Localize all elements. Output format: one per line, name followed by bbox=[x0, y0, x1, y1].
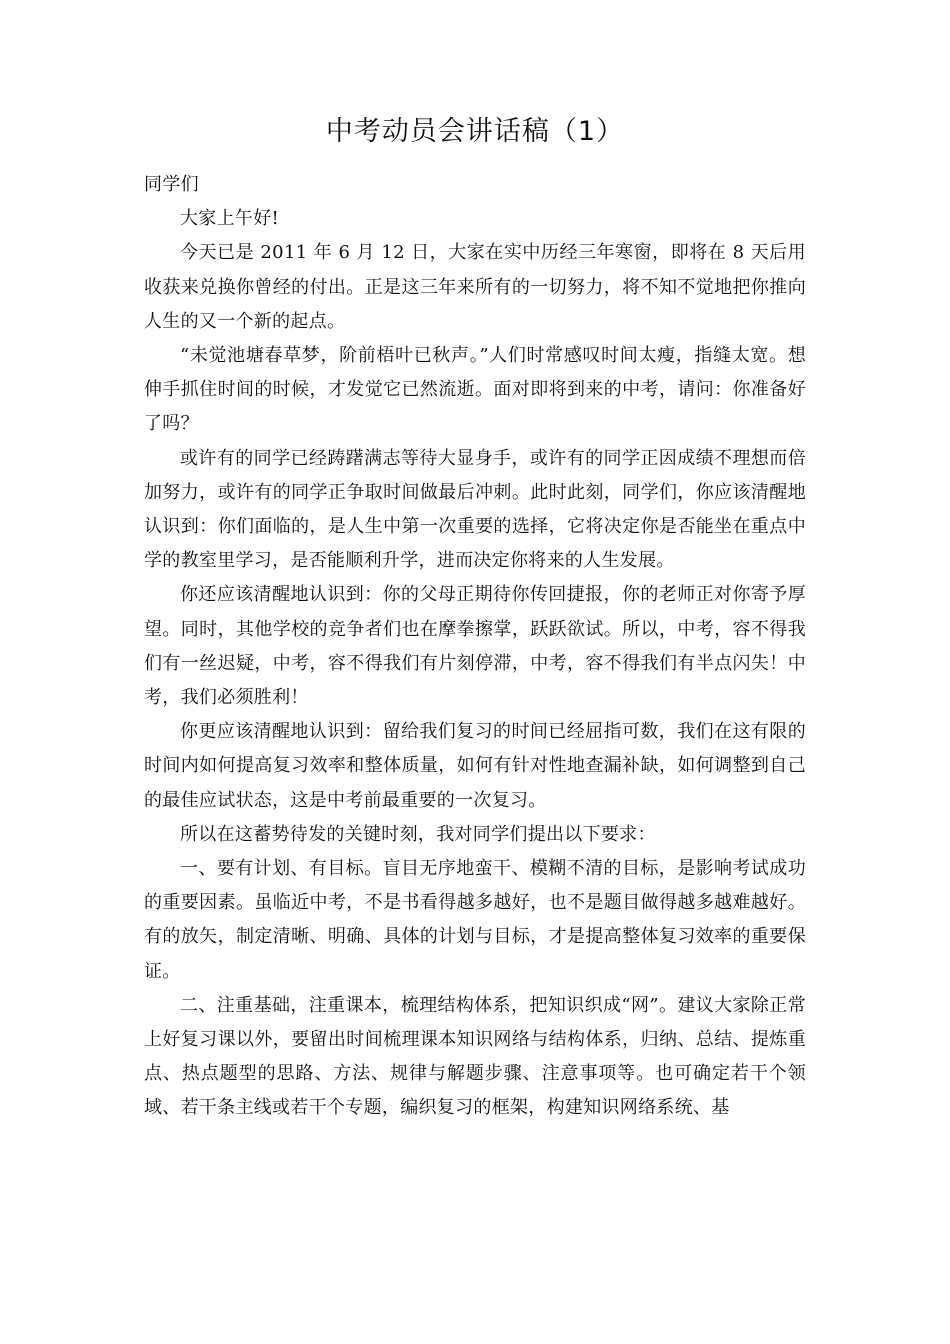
paragraph-expectation: 你还应该清醒地认识到：你的父母正期待你传回捷报，你的老师正对你寄予厚望。同时，其他学校的竞争者们也在摩拳擦掌，跃跃欲试。所以，中考，容不得我们有一丝迟疑，中考，容不得我们有片刻停滞，中考，容不得我们有半点闪失！中考，我们必须胜利！ bbox=[144, 584, 806, 709]
paragraph-review: 你更应该清醒地认识到：留给我们复习的时间已经屈指可数，我们在这有限的时间内如何提高复习效率和整体质量，如何有针对性地查漏补缺，如何调整到自己的最佳应试状态，这是中考前最重要的一次复习。 bbox=[144, 721, 806, 811]
paragraph-requirements-intro: 所以在这蓄势待发的关键时刻，我对同学们提出以下要求： bbox=[180, 823, 656, 845]
paragraph-poem: “未觉池塘春草梦，阶前梧叶已秋声。”人们时常感叹时间太瘦，指缝太宽。想伸手抓住时间的时候，才发觉它已然流逝。面对即将到来的中考，请问：你准备好了吗？ bbox=[144, 345, 806, 435]
paragraph-greeting: 大家上午好! bbox=[180, 208, 280, 230]
paragraph-requirement-2: 二、注重基础，注重课本，梳理结构体系，把知识织成“网”。建议大家除正常上好复习课以外，要留出时间梳理课本知识网络与结构体系，归纳、总结、提炼重点、热点题型的思路、方法、规律与解题步骤、注意事项等。也可确定若干个领域、若干条主线或若干个专题，编织复习的框架，构建知识网络系统、基 bbox=[144, 994, 806, 1119]
paragraph-requirement-1: 一、要有计划、有目标。盲目无序地蛮干、模糊不清的目标，是影响考试成功的重要因素。虽临近中考，不是书看得越多越好，也不是题目做得越多越难越好。有的放矢，制定清晰、明确、具体的计划与目标，才是提高整体复习效率的重要保证。 bbox=[144, 858, 806, 982]
paragraph-date: 今天已是 2011 年 6 月 12 日，大家在实中历经三年寒窗，即将在 8 天后用收获来兑换你曾经的付出。正是这三年来所有的一切努力，将不知不觉地把你推向人生的又一个新的起点。 bbox=[144, 242, 806, 332]
document-title: 中考动员会讲话稿（1） bbox=[325, 116, 625, 147]
document-body bbox=[144, 168, 806, 1126]
paragraph-choice: 或许有的同学已经踌躇满志等待大显身手，或许有的同学正因成绩不理想而倍加努力，或许有的同学正争取时间做最后冲刺。此时此刻，同学们，你应该清醒地认识到：你们面临的，是人生中第一次重要的选择，它将决定你是否能坐在重点中学的教室里学习，是否能顺利升学，进而决定你将来的人生发展。 bbox=[144, 447, 806, 572]
salutation: 同学们 bbox=[144, 174, 199, 195]
